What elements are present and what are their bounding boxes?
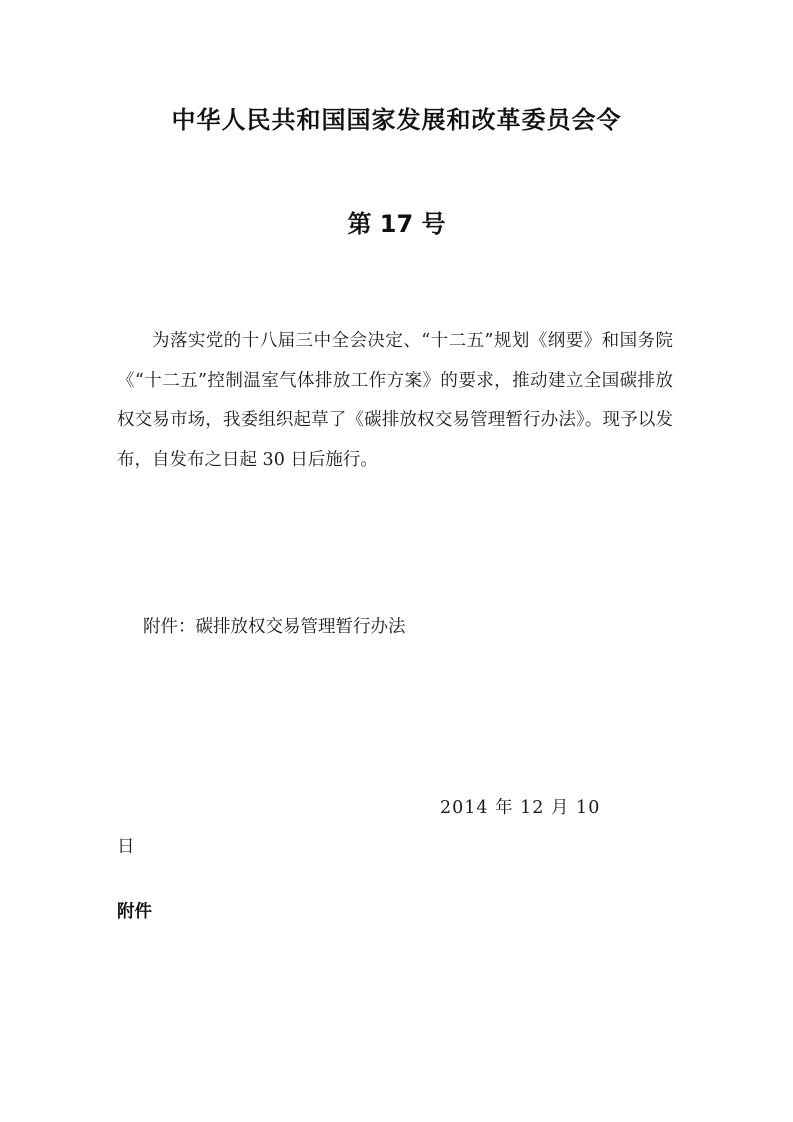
order-number: 第 17 号 xyxy=(347,210,446,238)
document-title: 中华人民共和国国家发展和改革委员会令 xyxy=(171,106,622,134)
attachment-heading: 附件 xyxy=(117,902,152,922)
issue-date: 2014 年 12 月 10 xyxy=(440,798,601,818)
body-paragraph: 为落实党的十八届三中全会决定、“十二五”规划《纲要》和国务院《“十二五”控制温室气体排放工作方案》的要求，推动建立全国碳排放权交易市场，我委组织起草了《碳排放权交易管理暂行办法》。现予以发布，自发布之日起 30 日后施行。 xyxy=(117,331,673,470)
attachment-reference: 附件：碳排放权交易管理暂行办法 xyxy=(143,617,406,637)
issue-date-day: 日 xyxy=(117,837,135,857)
body-text xyxy=(117,322,673,480)
